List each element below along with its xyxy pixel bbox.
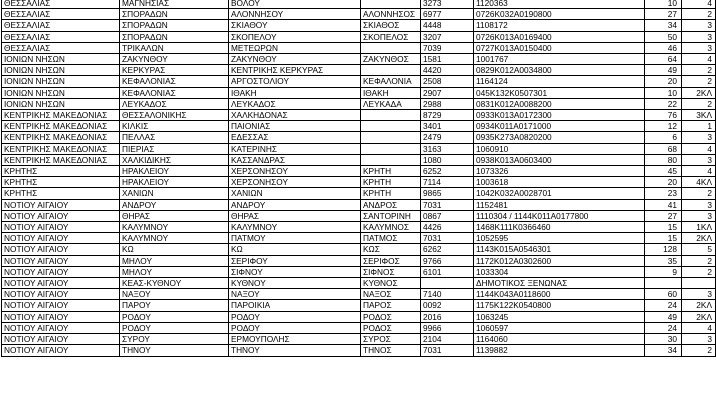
code-cell: 3273 [421, 0, 474, 9]
table-row [2, 76, 716, 87]
prefecture-cell: ΑΝΔΡΟΥ [120, 199, 229, 210]
prefecture-cell: ΡΟΔΟΥ [120, 311, 229, 322]
code-cell: 0092 [421, 300, 474, 311]
table-row [2, 233, 716, 244]
prefecture-cell: ΠΙΕΡΙΑΣ [120, 143, 229, 154]
class-cell: 2ΚΛ [682, 233, 716, 244]
registry-number-cell: 1139882 [474, 345, 645, 356]
registry-number-cell: 1164124 [474, 76, 645, 87]
rooms-cell: 49 [645, 65, 682, 76]
prefecture-cell: ΚΑΛΥΜΝΟΥ [120, 222, 229, 233]
rooms-cell: 60 [645, 289, 682, 300]
region-cell: ΘΕΣΣΑΛΙΑΣ [2, 31, 120, 42]
prefecture-cell: ΚΕΑΣ-ΚΥΘΝΟΥ [120, 278, 229, 289]
registry-number-cell: 0726Κ032Α0190800 [474, 9, 645, 20]
region-cell: ΝΟΤΙΟΥ ΑΙΓΑΙΟΥ [2, 300, 120, 311]
table-row [2, 199, 716, 210]
municipality-cell: ΜΕΤΕΩΡΩΝ [229, 42, 361, 53]
table-row [2, 244, 716, 255]
municipality-cell: ΝΑΞΟΥ [229, 289, 361, 300]
prefecture-cell: ΚΙΛΚΙΣ [120, 121, 229, 132]
class-cell: 2 [682, 98, 716, 109]
table-row [2, 311, 716, 322]
class-cell: 2ΚΛ [682, 311, 716, 322]
municipality-cell: ΡΟΔΟΥ [229, 322, 361, 333]
region-cell: ΝΟΤΙΟΥ ΑΙΓΑΙΟΥ [2, 222, 120, 233]
table-row [2, 177, 716, 188]
island-cell: ΝΑΞΟΣ [361, 289, 421, 300]
prefecture-cell: ΜΑΓΝΗΣΙΑΣ [120, 0, 229, 9]
registry-number-cell: 0934Κ011Α0171000 [474, 121, 645, 132]
registry-number-cell: 1152481 [474, 199, 645, 210]
table-row [2, 87, 716, 98]
class-cell: 3 [682, 154, 716, 165]
municipality-cell: ΧΕΡΣΟΝΗΣΟΥ [229, 177, 361, 188]
municipality-cell: ΕΡΜΟΥΠΟΛΗΣ [229, 334, 361, 345]
class-cell: 2 [682, 65, 716, 76]
prefecture-cell: ΘΕΣΣΑΛΟΝΙΚΗΣ [120, 110, 229, 121]
rooms-cell: 41 [645, 199, 682, 210]
registry-number-cell: 0727Κ013Α0150400 [474, 42, 645, 53]
region-cell: ΝΟΤΙΟΥ ΑΙΓΑΙΟΥ [2, 311, 120, 322]
region-cell: ΚΕΝΤΡΙΚΗΣ ΜΑΚΕΔΟΝΙΑΣ [2, 110, 120, 121]
island-cell: ΣΕΡΙΦΟΣ [361, 255, 421, 266]
region-cell: ΘΕΣΣΑΛΙΑΣ [2, 42, 120, 53]
table-row [2, 98, 716, 109]
region-cell: ΚΕΝΤΡΙΚΗΣ ΜΑΚΕΔΟΝΙΑΣ [2, 143, 120, 154]
rooms-cell: 15 [645, 233, 682, 244]
rooms-cell [645, 278, 682, 289]
class-cell: 3 [682, 42, 716, 53]
code-cell: 1080 [421, 154, 474, 165]
island-cell: ΚΡΗΤΗ [361, 166, 421, 177]
region-cell: ΝΟΤΙΟΥ ΑΙΓΑΙΟΥ [2, 233, 120, 244]
municipality-cell: ΚΥΘΝΟΥ [229, 278, 361, 289]
code-cell: 9966 [421, 322, 474, 333]
region-cell: ΝΟΤΙΟΥ ΑΙΓΑΙΟΥ [2, 199, 120, 210]
municipality-cell: ΤΗΝΟΥ [229, 345, 361, 356]
class-cell: 2 [682, 266, 716, 277]
rooms-cell: 46 [645, 42, 682, 53]
prefecture-cell: ΣΠΟΡΑΔΩΝ [120, 20, 229, 31]
class-cell: 4 [682, 166, 716, 177]
prefecture-cell: ΠΕΛΛΑΣ [120, 132, 229, 143]
class-cell: 3 [682, 31, 716, 42]
table-row [2, 54, 716, 65]
region-cell: ΝΟΤΙΟΥ ΑΙΓΑΙΟΥ [2, 345, 120, 356]
region-cell: ΝΟΤΙΟΥ ΑΙΓΑΙΟΥ [2, 289, 120, 300]
class-cell: 3 [682, 20, 716, 31]
registry-number-cell: 1108172 [474, 20, 645, 31]
island-cell: ΣΙΦΝΟΣ [361, 266, 421, 277]
class-cell: 1 [682, 121, 716, 132]
registry-number-cell: 1060910 [474, 143, 645, 154]
region-cell: ΚΡΗΤΗΣ [2, 166, 120, 177]
table-row [2, 0, 716, 9]
class-cell: 3 [682, 132, 716, 143]
island-cell: ΣΚΙΑΘΟΣ [361, 20, 421, 31]
prefecture-cell: ΤΗΝΟΥ [120, 345, 229, 356]
registry-number-cell: 1110304 / 1144Κ011Α0177800 [474, 210, 645, 221]
region-cell: ΝΟΤΙΟΥ ΑΙΓΑΙΟΥ [2, 210, 120, 221]
island-cell: ΛΕΥΚΑΔΑ [361, 98, 421, 109]
table-row [2, 222, 716, 233]
prefecture-cell: ΠΑΡΟΥ [120, 300, 229, 311]
registry-number-cell: 0938Κ013Α0603400 [474, 154, 645, 165]
prefecture-cell: ΜΗΛΟΥ [120, 266, 229, 277]
prefecture-cell: ΚΕΦΑΛΟΝΙΑΣ [120, 87, 229, 98]
registry-number-cell: 1143Κ015Α0546301 [474, 244, 645, 255]
registry-number-cell: 1468Κ111Κ0366460 [474, 222, 645, 233]
rooms-cell: 6 [645, 132, 682, 143]
island-cell [361, 132, 421, 143]
municipality-cell: ΧΑΛΚΗΔΟΝΑΣ [229, 110, 361, 121]
region-cell: ΙΟΝΙΩΝ ΝΗΣΩΝ [2, 87, 120, 98]
table-row [2, 132, 716, 143]
code-cell: 8729 [421, 110, 474, 121]
table-row [2, 31, 716, 42]
island-cell: ΣΥΡΟΣ [361, 334, 421, 345]
prefecture-cell: ΝΑΞΟΥ [120, 289, 229, 300]
rooms-cell: 15 [645, 222, 682, 233]
table-row [2, 255, 716, 266]
municipality-cell: ΛΕΥΚΑΔΟΣ [229, 98, 361, 109]
municipality-cell: ΠΑΙΟΝΙΑΣ [229, 121, 361, 132]
region-cell: ΙΟΝΙΩΝ ΝΗΣΩΝ [2, 54, 120, 65]
class-cell: 4 [682, 0, 716, 9]
code-cell: 2988 [421, 98, 474, 109]
table-row [2, 334, 716, 345]
code-cell: 3401 [421, 121, 474, 132]
municipality-cell: ΚΩ [229, 244, 361, 255]
region-cell: ΘΕΣΣΑΛΙΑΣ [2, 9, 120, 20]
island-cell: ΑΝΔΡΟΣ [361, 199, 421, 210]
municipality-cell: ΣΚΟΠΕΛΟΥ [229, 31, 361, 42]
code-cell: 3163 [421, 143, 474, 154]
island-cell: ΙΘΑΚΗ [361, 87, 421, 98]
table-row [2, 188, 716, 199]
code-cell: 9766 [421, 255, 474, 266]
region-cell: ΝΟΤΙΟΥ ΑΙΓΑΙΟΥ [2, 255, 120, 266]
code-cell: 7140 [421, 289, 474, 300]
class-cell: 2 [682, 188, 716, 199]
prefecture-cell: ΗΡΑΚΛΕΙΟΥ [120, 177, 229, 188]
code-cell: 3207 [421, 31, 474, 42]
registry-number-cell: 045Κ132Κ0507301 [474, 87, 645, 98]
prefecture-cell: ΛΕΥΚΑΔΟΣ [120, 98, 229, 109]
region-cell: ΚΡΗΤΗΣ [2, 188, 120, 199]
rooms-cell: 45 [645, 166, 682, 177]
municipality-cell: ΡΟΔΟΥ [229, 311, 361, 322]
municipality-cell: ΑΛΟΝΝΗΣΟΥ [229, 9, 361, 20]
code-cell: 2479 [421, 132, 474, 143]
class-cell [682, 278, 716, 289]
region-cell: ΙΟΝΙΩΝ ΝΗΣΩΝ [2, 65, 120, 76]
rooms-cell: 23 [645, 188, 682, 199]
region-cell: ΝΟΤΙΟΥ ΑΙΓΑΙΟΥ [2, 278, 120, 289]
rooms-cell: 22 [645, 98, 682, 109]
island-cell [361, 110, 421, 121]
table-row [2, 143, 716, 154]
municipality-cell: ΣΚΙΑΘΟΥ [229, 20, 361, 31]
code-cell: 0867 [421, 210, 474, 221]
registry-number-cell: ΔΗΜΟΤΙΚΟΣ ΞΕΝΩΝΑΣ [474, 278, 645, 289]
island-cell [361, 65, 421, 76]
island-cell: ΚΑΛΥΜΝΟΣ [361, 222, 421, 233]
registry-number-cell: 1144Κ043Α0118600 [474, 289, 645, 300]
island-cell: ΚΡΗΤΗ [361, 188, 421, 199]
code-cell [421, 278, 474, 289]
code-cell: 7031 [421, 233, 474, 244]
rooms-cell: 50 [645, 31, 682, 42]
table-row [2, 65, 716, 76]
rooms-cell: 10 [645, 87, 682, 98]
class-cell: 1ΚΛ [682, 222, 716, 233]
registry-number-cell: 1001767 [474, 54, 645, 65]
prefecture-cell: ΗΡΑΚΛΕΙΟΥ [120, 166, 229, 177]
code-cell: 1581 [421, 54, 474, 65]
code-cell: 4448 [421, 20, 474, 31]
region-cell: ΝΟΤΙΟΥ ΑΙΓΑΙΟΥ [2, 244, 120, 255]
municipality-cell: ΖΑΚΥΝΘΟΥ [229, 54, 361, 65]
class-cell: 3 [682, 210, 716, 221]
region-cell: ΚΕΝΤΡΙΚΗΣ ΜΑΚΕΔΟΝΙΑΣ [2, 154, 120, 165]
code-cell: 7039 [421, 42, 474, 53]
island-cell [361, 42, 421, 53]
island-cell: ΣΚΟΠΕΛΟΣ [361, 31, 421, 42]
island-cell [361, 143, 421, 154]
registry-number-cell: 1052595 [474, 233, 645, 244]
rooms-cell: 64 [645, 54, 682, 65]
island-cell [361, 121, 421, 132]
registry-number-cell: 1003618 [474, 177, 645, 188]
municipality-cell: ΘΗΡΑΣ [229, 210, 361, 221]
table-row [2, 166, 716, 177]
table-row [2, 110, 716, 121]
class-cell: 2ΚΛ [682, 300, 716, 311]
rooms-cell: 68 [645, 143, 682, 154]
class-cell: 4 [682, 322, 716, 333]
rooms-cell: 10 [645, 0, 682, 9]
region-cell: ΙΟΝΙΩΝ ΝΗΣΩΝ [2, 98, 120, 109]
table-row [2, 20, 716, 31]
class-cell: 3 [682, 334, 716, 345]
code-cell: 6101 [421, 266, 474, 277]
island-cell: ΚΩΣ [361, 244, 421, 255]
rooms-cell: 128 [645, 244, 682, 255]
prefecture-cell: ΧΑΛΚΙΔΙΚΗΣ [120, 154, 229, 165]
class-cell: 4ΚΛ [682, 177, 716, 188]
table-body [2, 0, 716, 356]
class-cell: 4 [682, 54, 716, 65]
municipality-cell: ΒΟΛΟΥ [229, 0, 361, 9]
municipality-cell: ΚΑΤΕΡΙΝΗΣ [229, 143, 361, 154]
prefecture-cell: ΘΗΡΑΣ [120, 210, 229, 221]
code-cell: 7031 [421, 199, 474, 210]
prefecture-cell: ΣΠΟΡΑΔΩΝ [120, 9, 229, 20]
table-row [2, 289, 716, 300]
island-cell: ΚΕΦΑΛΟΝΙΑ [361, 76, 421, 87]
prefecture-cell: ΣΥΡΟΥ [120, 334, 229, 345]
table-row [2, 154, 716, 165]
code-cell: 2907 [421, 87, 474, 98]
registry-number-cell: 1060597 [474, 322, 645, 333]
class-cell: 2ΚΛ [682, 87, 716, 98]
prefecture-cell: ΣΠΟΡΑΔΩΝ [120, 31, 229, 42]
region-cell: ΚΕΝΤΡΙΚΗΣ ΜΑΚΕΔΟΝΙΑΣ [2, 121, 120, 132]
prefecture-cell: ΡΟΔΟΥ [120, 322, 229, 333]
prefecture-cell: ΚΕΡΚΥΡΑΣ [120, 65, 229, 76]
rooms-cell: 76 [645, 110, 682, 121]
rooms-cell: 12 [645, 121, 682, 132]
prefecture-cell: ΜΗΛΟΥ [120, 255, 229, 266]
municipality-cell: ΑΝΔΡΟΥ [229, 199, 361, 210]
municipality-cell: ΧΑΝΙΩΝ [229, 188, 361, 199]
code-cell: 2104 [421, 334, 474, 345]
prefecture-cell: ΚΑΛΥΜΝΟΥ [120, 233, 229, 244]
code-cell: 6262 [421, 244, 474, 255]
island-cell: ΠΑΤΜΟΣ [361, 233, 421, 244]
class-cell: 2 [682, 345, 716, 356]
registry-number-cell: 0831Κ012Α0088200 [474, 98, 645, 109]
registry-number-cell: 1073326 [474, 166, 645, 177]
table-row [2, 266, 716, 277]
class-cell: 3 [682, 199, 716, 210]
rooms-cell: 30 [645, 334, 682, 345]
region-cell: ΘΕΣΣΑΛΙΑΣ [2, 20, 120, 31]
island-cell: ΠΑΡΟΣ [361, 300, 421, 311]
registry-number-cell: 0726Κ013Α0169400 [474, 31, 645, 42]
prefecture-cell: ΧΑΝΙΩΝ [120, 188, 229, 199]
class-cell: 2 [682, 9, 716, 20]
class-cell: 2 [682, 255, 716, 266]
island-cell: ΤΗΝΟΣ [361, 345, 421, 356]
table-row [2, 345, 716, 356]
rooms-cell: 34 [645, 20, 682, 31]
table-row [2, 210, 716, 221]
municipality-cell: ΙΘΑΚΗ [229, 87, 361, 98]
code-cell: 2016 [421, 311, 474, 322]
island-cell: ΡΟΔΟΣ [361, 322, 421, 333]
region-cell: ΙΟΝΙΩΝ ΝΗΣΩΝ [2, 76, 120, 87]
island-cell: ΖΑΚΥΝΘΟΣ [361, 54, 421, 65]
table-row [2, 322, 716, 333]
code-cell: 2508 [421, 76, 474, 87]
municipality-cell: ΣΕΡΙΦΟΥ [229, 255, 361, 266]
registry-number-cell: 0933Κ013Α0172300 [474, 110, 645, 121]
prefecture-cell: ΚΕΦΑΛΟΝΙΑΣ [120, 76, 229, 87]
municipality-cell: ΠΑΡΟΙΚΙΑ [229, 300, 361, 311]
table-row [2, 9, 716, 20]
class-cell: 2 [682, 76, 716, 87]
municipality-cell: ΕΔΕΣΣΑΣ [229, 132, 361, 143]
rooms-cell: 80 [645, 154, 682, 165]
rooms-cell: 20 [645, 76, 682, 87]
registry-number-cell: 1042Κ032Α0028701 [474, 188, 645, 199]
rooms-cell: 24 [645, 322, 682, 333]
region-cell: ΘΕΣΣΑΛΙΑΣ [2, 0, 120, 9]
code-cell: 7114 [421, 177, 474, 188]
code-cell: 9865 [421, 188, 474, 199]
class-cell: 5 [682, 244, 716, 255]
island-cell [361, 0, 421, 9]
registry-number-cell: 0935Κ273Α0820200 [474, 132, 645, 143]
code-cell: 4426 [421, 222, 474, 233]
data-table [1, 0, 716, 357]
registry-number-cell: 1172Κ012Α0302600 [474, 255, 645, 266]
table-row [2, 42, 716, 53]
table-row [2, 121, 716, 132]
rooms-cell: 49 [645, 311, 682, 322]
region-cell: ΝΟΤΙΟΥ ΑΙΓΑΙΟΥ [2, 266, 120, 277]
prefecture-cell: ΖΑΚΥΝΘΟΥ [120, 54, 229, 65]
class-cell: 4 [682, 143, 716, 154]
region-cell: ΚΕΝΤΡΙΚΗΣ ΜΑΚΕΔΟΝΙΑΣ [2, 132, 120, 143]
registry-number-cell: 1063245 [474, 311, 645, 322]
island-cell: ΣΑΝΤΟΡΙΝΗ [361, 210, 421, 221]
island-cell [361, 154, 421, 165]
registry-number-cell: 1120363 [474, 0, 645, 9]
class-cell: 3 [682, 289, 716, 300]
island-cell: ΚΥΘΝΟΣ [361, 278, 421, 289]
registry-number-cell: 1164060 [474, 334, 645, 345]
rooms-cell: 27 [645, 9, 682, 20]
rooms-cell: 24 [645, 300, 682, 311]
municipality-cell: ΚΑΣΣΑΝΔΡΑΣ [229, 154, 361, 165]
table-row [2, 300, 716, 311]
prefecture-cell: ΚΩ [120, 244, 229, 255]
rooms-cell: 9 [645, 266, 682, 277]
code-cell: 4420 [421, 65, 474, 76]
rooms-cell: 27 [645, 210, 682, 221]
island-cell: ΑΛΟΝΝΗΣΟΣ [361, 9, 421, 20]
prefecture-cell: ΤΡΙΚΑΛΩΝ [120, 42, 229, 53]
island-cell: ΚΡΗΤΗ [361, 177, 421, 188]
code-cell: 7031 [421, 345, 474, 356]
table-row [2, 278, 716, 289]
code-cell: 6977 [421, 9, 474, 20]
municipality-cell: ΑΡΓΟΣΤΟΛΙΟΥ [229, 76, 361, 87]
registry-number-cell: 0829Κ012Α0034800 [474, 65, 645, 76]
island-cell: ΡΟΔΟΣ [361, 311, 421, 322]
class-cell: 3ΚΛ [682, 110, 716, 121]
registry-number-cell: 1175Κ122Κ0540800 [474, 300, 645, 311]
region-cell: ΚΡΗΤΗΣ [2, 177, 120, 188]
municipality-cell: ΚΕΝΤΡΙΚΗΣ ΚΕΡΚΥΡΑΣ [229, 65, 361, 76]
municipality-cell: ΣΙΦΝΟΥ [229, 266, 361, 277]
rooms-cell: 20 [645, 177, 682, 188]
municipality-cell: ΚΑΛΥΜΝΟΥ [229, 222, 361, 233]
municipality-cell: ΧΕΡΣΟΝΗΣΟΥ [229, 166, 361, 177]
code-cell: 6252 [421, 166, 474, 177]
rooms-cell: 35 [645, 255, 682, 266]
rooms-cell: 34 [645, 345, 682, 356]
region-cell: ΝΟΤΙΟΥ ΑΙΓΑΙΟΥ [2, 322, 120, 333]
registry-number-cell: 1033304 [474, 266, 645, 277]
municipality-cell: ΠΑΤΜΟΥ [229, 233, 361, 244]
region-cell: ΝΟΤΙΟΥ ΑΙΓΑΙΟΥ [2, 334, 120, 345]
